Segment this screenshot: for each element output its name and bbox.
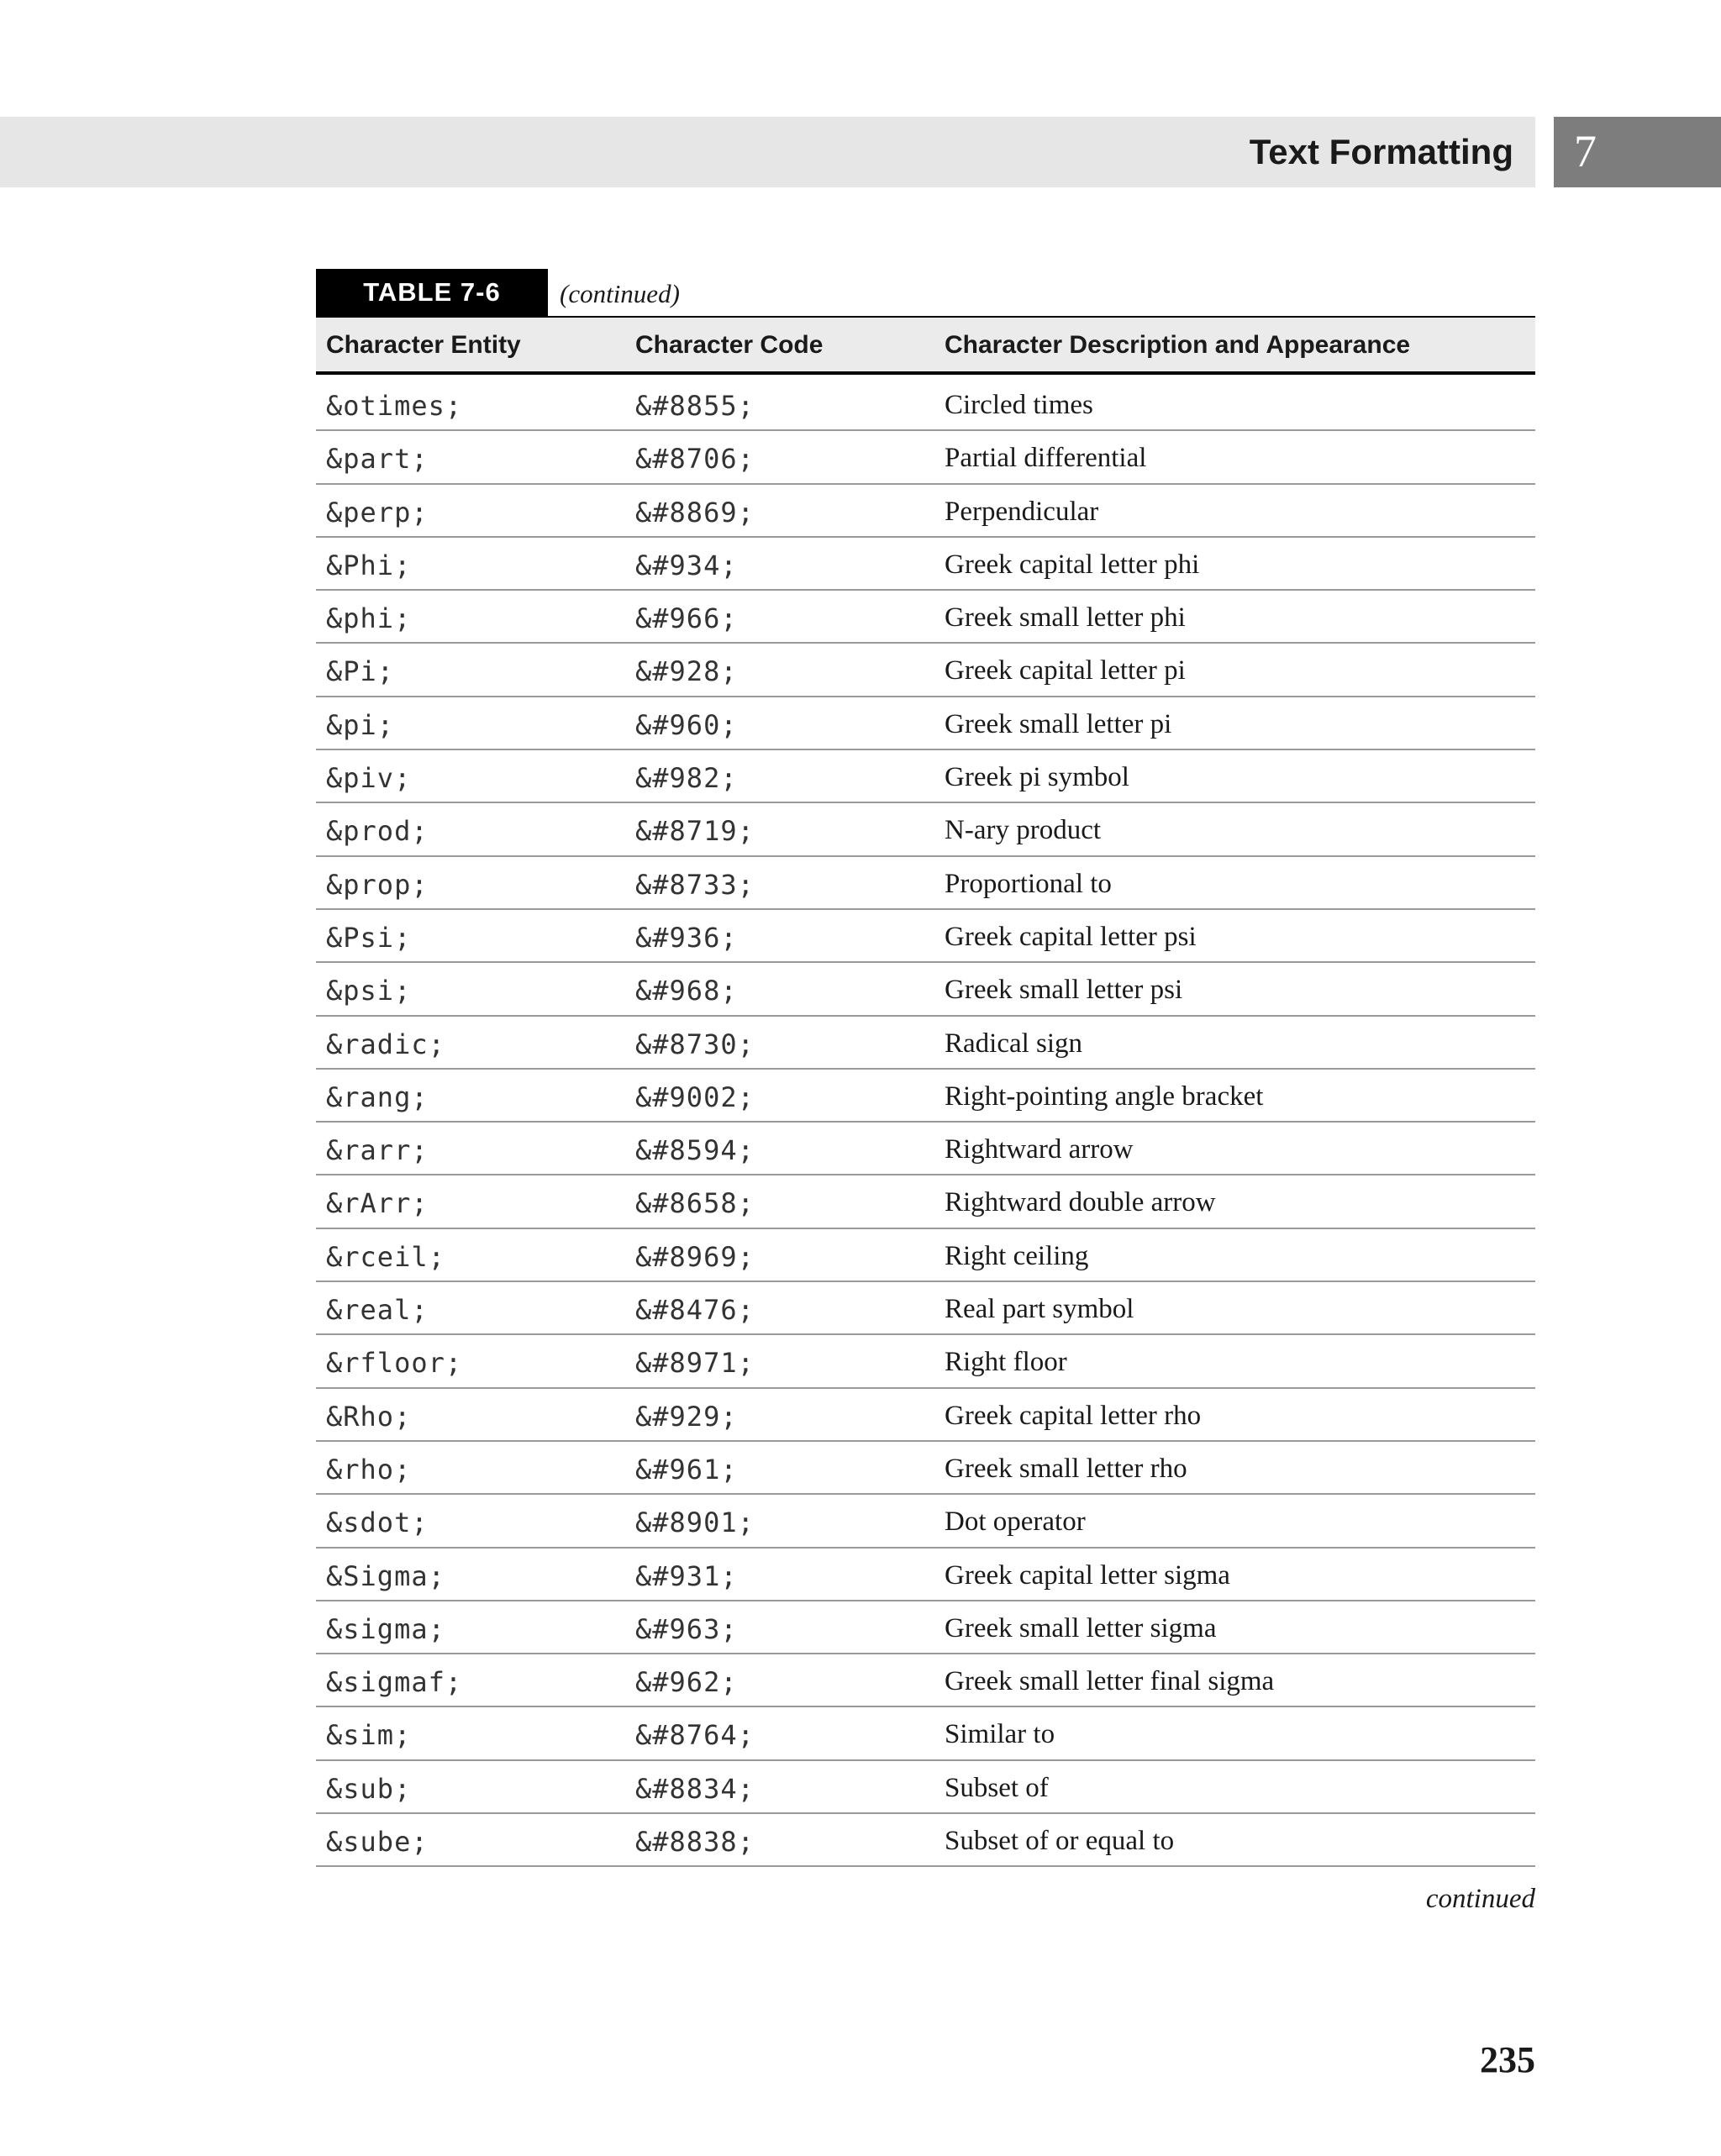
table-row [316, 1814, 1535, 1867]
table-row [316, 803, 1535, 856]
description-cell: Real part symbol [945, 1294, 1134, 1325]
entity-cell: &Pi; [326, 655, 395, 688]
entity-cell: &phi; [326, 602, 412, 635]
description-cell: Circled times [945, 390, 1093, 420]
code-cell: &#8764; [635, 1719, 755, 1752]
code-cell: &#8869; [635, 496, 755, 528]
entity-cell: &Rho; [326, 1400, 412, 1433]
code-cell: &#963; [635, 1612, 738, 1645]
entity-cell: &rfloor; [326, 1347, 463, 1380]
table-row [316, 1549, 1535, 1601]
page-number: 235 [1480, 2039, 1535, 2080]
entity-cell: &perp; [326, 496, 429, 528]
description-cell: Subset of [945, 1772, 1049, 1803]
table-continued-caption: (continued) [560, 279, 680, 308]
description-cell: Similar to [945, 1719, 1055, 1750]
table-row [316, 591, 1535, 644]
description-cell: Greek small letter sigma [945, 1612, 1217, 1643]
entity-cell: &prop; [326, 868, 429, 901]
code-cell: &#931; [635, 1559, 738, 1592]
entity-cell: &rarr; [326, 1134, 429, 1167]
code-cell: &#8706; [635, 443, 755, 476]
description-cell: Dot operator [945, 1507, 1086, 1538]
entity-cell: &rceil; [326, 1240, 445, 1273]
code-cell: &#966; [635, 602, 738, 635]
description-cell: Rightward arrow [945, 1134, 1134, 1165]
code-cell: &#8971; [635, 1347, 755, 1380]
table-row [316, 1654, 1535, 1707]
description-cell: Perpendicular [945, 496, 1099, 527]
entity-cell: &psi; [326, 975, 412, 1007]
chapter-tab [1554, 117, 1721, 187]
code-cell: &#960; [635, 708, 738, 741]
table-body [316, 378, 1535, 1867]
code-cell: &#8476; [635, 1294, 755, 1327]
table-row [316, 750, 1535, 803]
description-cell: Right ceiling [945, 1240, 1089, 1271]
running-header-band [0, 117, 1535, 187]
table-row [316, 1175, 1535, 1228]
code-cell: &#8834; [635, 1772, 755, 1805]
running-header-title: Text Formatting [1249, 132, 1513, 171]
table-row [316, 1282, 1535, 1335]
description-cell: Subset of or equal to [945, 1826, 1175, 1857]
column-header-entity: Character Entity [326, 331, 521, 359]
table-row [316, 963, 1535, 1016]
table-label: TABLE 7-6 [316, 269, 548, 316]
code-cell: &#936; [635, 921, 738, 954]
table-header-row [316, 316, 1535, 375]
table-row [316, 1123, 1535, 1175]
character-entity-table [316, 269, 1535, 1867]
code-cell: &#982; [635, 762, 738, 795]
entity-cell: &real; [326, 1294, 429, 1327]
code-cell: &#8969; [635, 1240, 755, 1273]
entity-cell: &sdot; [326, 1507, 429, 1539]
column-header-description: Character Description and Appearance [945, 331, 1411, 359]
entity-cell: &rho; [326, 1453, 412, 1486]
description-cell: Right-pointing angle bracket [945, 1081, 1264, 1112]
entity-cell: &sigmaf; [326, 1666, 463, 1699]
entity-cell: &part; [326, 443, 429, 476]
description-cell: Greek small letter psi [945, 975, 1183, 1006]
entity-cell: &Psi; [326, 921, 412, 954]
description-cell: Greek small letter phi [945, 602, 1186, 634]
code-cell: &#962; [635, 1666, 738, 1699]
table-row [316, 431, 1535, 484]
table-row [316, 1761, 1535, 1814]
table-row [316, 1495, 1535, 1548]
description-cell: Greek capital letter rho [945, 1400, 1202, 1431]
description-cell: Greek small letter final sigma [945, 1666, 1275, 1697]
table-row [316, 697, 1535, 750]
table-row [316, 1017, 1535, 1070]
code-cell: &#968; [635, 975, 738, 1007]
description-cell: Greek small letter pi [945, 708, 1172, 739]
code-cell: &#928; [635, 655, 738, 688]
code-cell: &#8901; [635, 1507, 755, 1539]
entity-cell: &rang; [326, 1081, 429, 1113]
description-cell: Greek capital letter psi [945, 921, 1197, 952]
description-cell: N-ary product [945, 815, 1102, 846]
description-cell: Greek small letter rho [945, 1453, 1187, 1484]
table-row [316, 1442, 1535, 1495]
code-cell: &#934; [635, 549, 738, 581]
description-cell: Radical sign [945, 1028, 1083, 1059]
description-cell: Greek capital letter pi [945, 655, 1186, 686]
table-row [316, 378, 1535, 431]
code-cell: &#8594; [635, 1134, 755, 1167]
code-cell: &#8730; [635, 1028, 755, 1060]
table-row [316, 1601, 1535, 1654]
description-cell: Rightward double arrow [945, 1187, 1216, 1218]
table-row [316, 1229, 1535, 1282]
table-row [316, 857, 1535, 910]
entity-cell: &Phi; [326, 549, 412, 581]
entity-cell: &pi; [326, 708, 395, 741]
description-cell: Greek capital letter phi [945, 549, 1200, 580]
entity-cell: &rArr; [326, 1187, 429, 1220]
table-row [316, 538, 1535, 591]
table-row [316, 644, 1535, 697]
chapter-number: 7 [1574, 126, 1597, 176]
description-cell: Proportional to [945, 868, 1112, 899]
table-row [316, 1389, 1535, 1442]
entity-cell: &sube; [326, 1826, 429, 1859]
entity-cell: &sim; [326, 1719, 412, 1752]
description-cell: Greek capital letter sigma [945, 1559, 1230, 1591]
code-cell: &#8733; [635, 868, 755, 901]
description-cell: Greek pi symbol [945, 762, 1129, 793]
table-row [316, 910, 1535, 963]
code-cell: &#961; [635, 1453, 738, 1486]
entity-cell: &sigma; [326, 1612, 445, 1645]
continued-note: continued [1425, 1884, 1535, 1914]
table-row [316, 485, 1535, 538]
entity-cell: &radic; [326, 1028, 445, 1060]
entity-cell: &prod; [326, 815, 429, 848]
entity-cell: &piv; [326, 762, 412, 795]
table-row [316, 1070, 1535, 1123]
code-cell: &#8855; [635, 390, 755, 422]
code-cell: &#8838; [635, 1826, 755, 1859]
description-cell: Partial differential [945, 443, 1147, 474]
table-caption [316, 269, 1535, 316]
description-cell: Right floor [945, 1347, 1067, 1378]
code-cell: &#8658; [635, 1187, 755, 1220]
table-row [316, 1335, 1535, 1388]
entity-cell: &sub; [326, 1772, 412, 1805]
table-row [316, 1707, 1535, 1760]
column-header-code: Character Code [635, 331, 824, 359]
code-cell: &#929; [635, 1400, 738, 1433]
entity-cell: &Sigma; [326, 1559, 445, 1592]
entity-cell: &otimes; [326, 390, 463, 422]
code-cell: &#8719; [635, 815, 755, 848]
code-cell: &#9002; [635, 1081, 755, 1113]
